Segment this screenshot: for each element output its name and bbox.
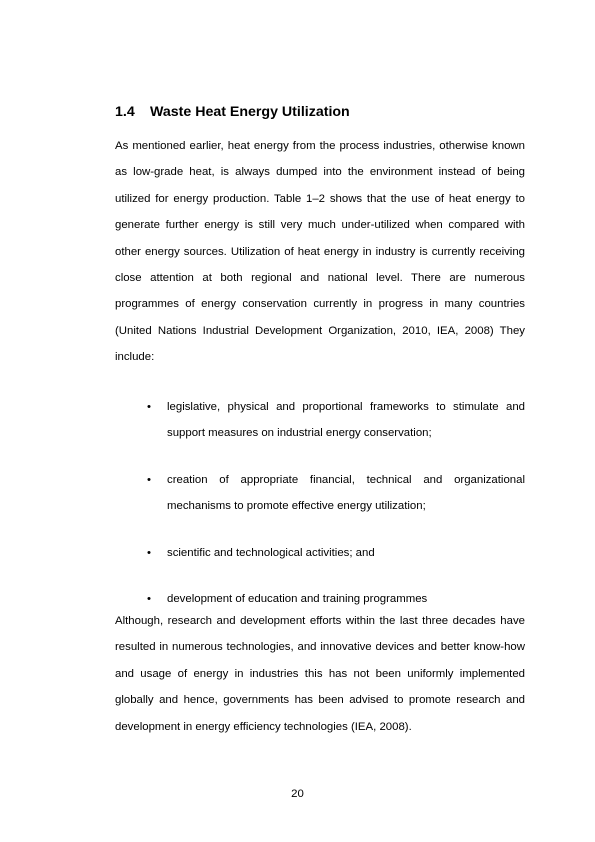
bullet-icon: • [147,546,151,559]
section-heading [115,103,525,121]
closing-paragraph: Although, research and development efforts within the last three decades have resulted in numerous technologies, and innovative devices and better know-how and usage of energy in industries this has not been uniformly implemented globally and hence, governments has been advised to promote research and development in energy efficiency technologies (IEA, 2008). [115,615,525,733]
list-item-text: legislative, physical and proportional frameworks to stimulate and support measures on industrial energy conservation; [167,401,525,440]
bullet-icon: • [147,593,151,606]
intro-paragraph: As mentioned earlier, heat energy from the process industries, otherwise known as low-grade heat, is always dumped into the environment instead of being utilized for energy production. Table 1–2 shows that the use of heat energy to generate further energy is still very much under-utilized when compared with other energy sources. Utilization of heat energy in industry is currently receiving close attention at both regional and national level. There are numerous programmes of energy conservation currently in progress in many countries (United Nations Industrial Development Organization, 2010, IEA, 2008) They include: [115,140,525,364]
list-item [115,394,525,447]
bullet-list [115,394,525,632]
list-item [115,540,525,566]
section-title: Waste Heat Energy Utilization [150,104,350,120]
page-number: 20 [291,788,304,800]
section-number: 1.4 [115,104,135,120]
list-item-text: creation of appropriate financial, technical and organizational mechanisms to promote effective energy utilization; [167,473,525,513]
bullet-icon: • [147,473,151,486]
bullet-icon: • [147,401,151,413]
list-item-text: development of education and training programmes [167,593,428,606]
list-item [115,467,525,520]
list-item-text: scientific and technological activities; and [167,546,375,559]
